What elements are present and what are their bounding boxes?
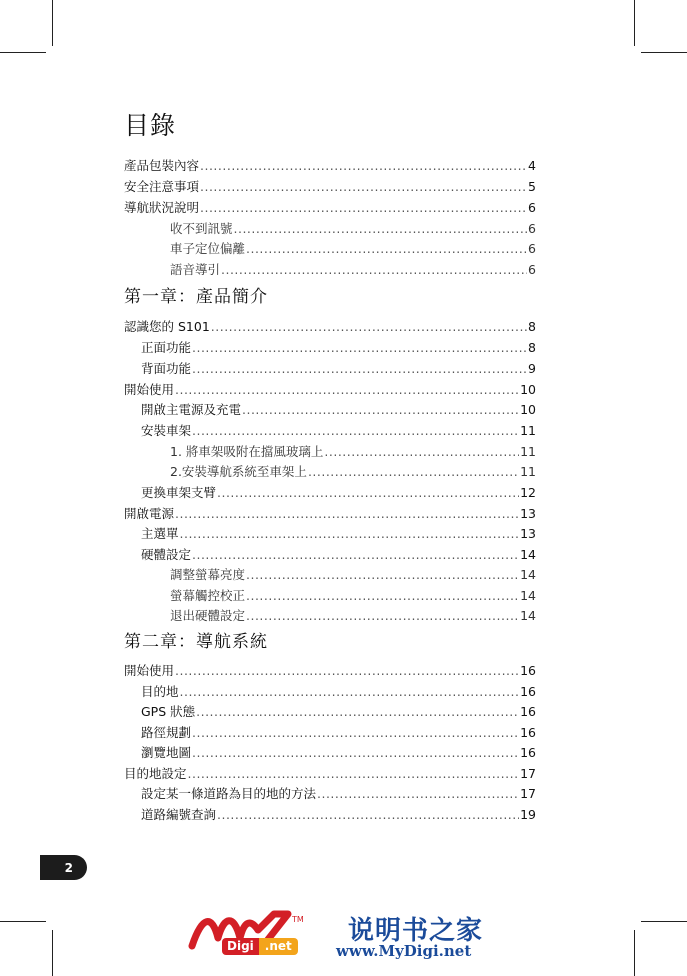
toc-entry[interactable]: 目的地設定 ..... 17: [124, 766, 536, 782]
toc-entry[interactable]: 開啟主電源及充電 ..... 10: [141, 402, 536, 418]
crop-mark: [634, 930, 635, 976]
toc-entry[interactable]: 背面功能 ..... 9: [141, 361, 536, 377]
toc-entry[interactable]: 安全注意事項 ..... 5: [124, 179, 536, 195]
svg-text:TM: TM: [292, 915, 304, 924]
site-url: www.MyDigi.net: [336, 942, 472, 960]
toc-entry[interactable]: 開始使用 ..... 10: [124, 382, 536, 398]
toc-entry[interactable]: 語音導引 ..... 6: [170, 262, 536, 278]
crop-mark: [0, 921, 46, 922]
toc-entry[interactable]: 認識您的 S101 ..... 8: [124, 319, 536, 335]
toc-entry[interactable]: 1. 將車架吸附在擋風玻璃上 ..... 11: [170, 444, 536, 460]
page-title: 目錄: [124, 111, 177, 140]
chapter-heading: 第二章：導航系統: [124, 632, 268, 652]
toc-entry[interactable]: 目的地 ..... 16: [141, 684, 536, 700]
page-number: 2: [64, 860, 73, 875]
crop-mark: [52, 0, 53, 46]
watermark-logo: [188, 908, 508, 972]
toc-entry[interactable]: 正面功能 ..... 8: [141, 340, 536, 356]
crop-mark: [634, 0, 635, 46]
toc-entry[interactable]: 硬體設定 ..... 14: [141, 547, 536, 563]
toc-entry[interactable]: GPS 狀態 ..... 16: [141, 704, 536, 720]
page-number-tab: [40, 855, 87, 880]
crop-mark: [641, 921, 687, 922]
mydigi-pill: [222, 938, 298, 955]
toc-entry[interactable]: 更換車架支臂 ..... 12: [141, 485, 536, 501]
toc-entry[interactable]: 收不到訊號 ..... 6: [170, 221, 536, 237]
toc-entry[interactable]: 主選單 ..... 13: [141, 526, 536, 542]
crop-mark: [641, 52, 687, 53]
toc-entry[interactable]: 調整螢幕亮度 ..... 14: [170, 567, 536, 583]
crop-mark: [52, 930, 53, 976]
chapter-heading: 第一章：產品簡介: [124, 287, 268, 307]
toc-entry[interactable]: 產品包裝內容 ..... 4: [124, 158, 536, 174]
toc-entry[interactable]: 路徑規劃 ..... 16: [141, 725, 536, 741]
toc-entry[interactable]: 瀏覽地圖 ..... 16: [141, 745, 536, 761]
toc-entry[interactable]: 設定某一條道路為目的地的方法 ..... 17: [141, 786, 536, 802]
toc-entry[interactable]: 開啟電源 ..... 13: [124, 506, 536, 522]
toc-entry[interactable]: 螢幕觸控校正 ..... 14: [170, 588, 536, 604]
toc-entry[interactable]: 2.安裝導航系統至車架上 ..... 11: [170, 464, 536, 480]
toc-entry[interactable]: 導航狀況說明 ..... 6: [124, 200, 536, 216]
crop-mark: [0, 52, 46, 53]
toc-entry[interactable]: 開始使用 ..... 16: [124, 663, 536, 679]
net-label: .net: [259, 938, 298, 955]
toc-entry[interactable]: 車子定位偏離 ..... 6: [170, 241, 536, 257]
toc-entry[interactable]: 安裝車架 ..... 11: [141, 423, 536, 439]
digi-label: Digi: [222, 938, 259, 955]
toc-entry[interactable]: 退出硬體設定 ..... 14: [170, 608, 536, 624]
toc-entry[interactable]: 道路編號查詢 ..... 19: [141, 807, 536, 823]
site-name-cn: 说明书之家: [348, 916, 484, 946]
